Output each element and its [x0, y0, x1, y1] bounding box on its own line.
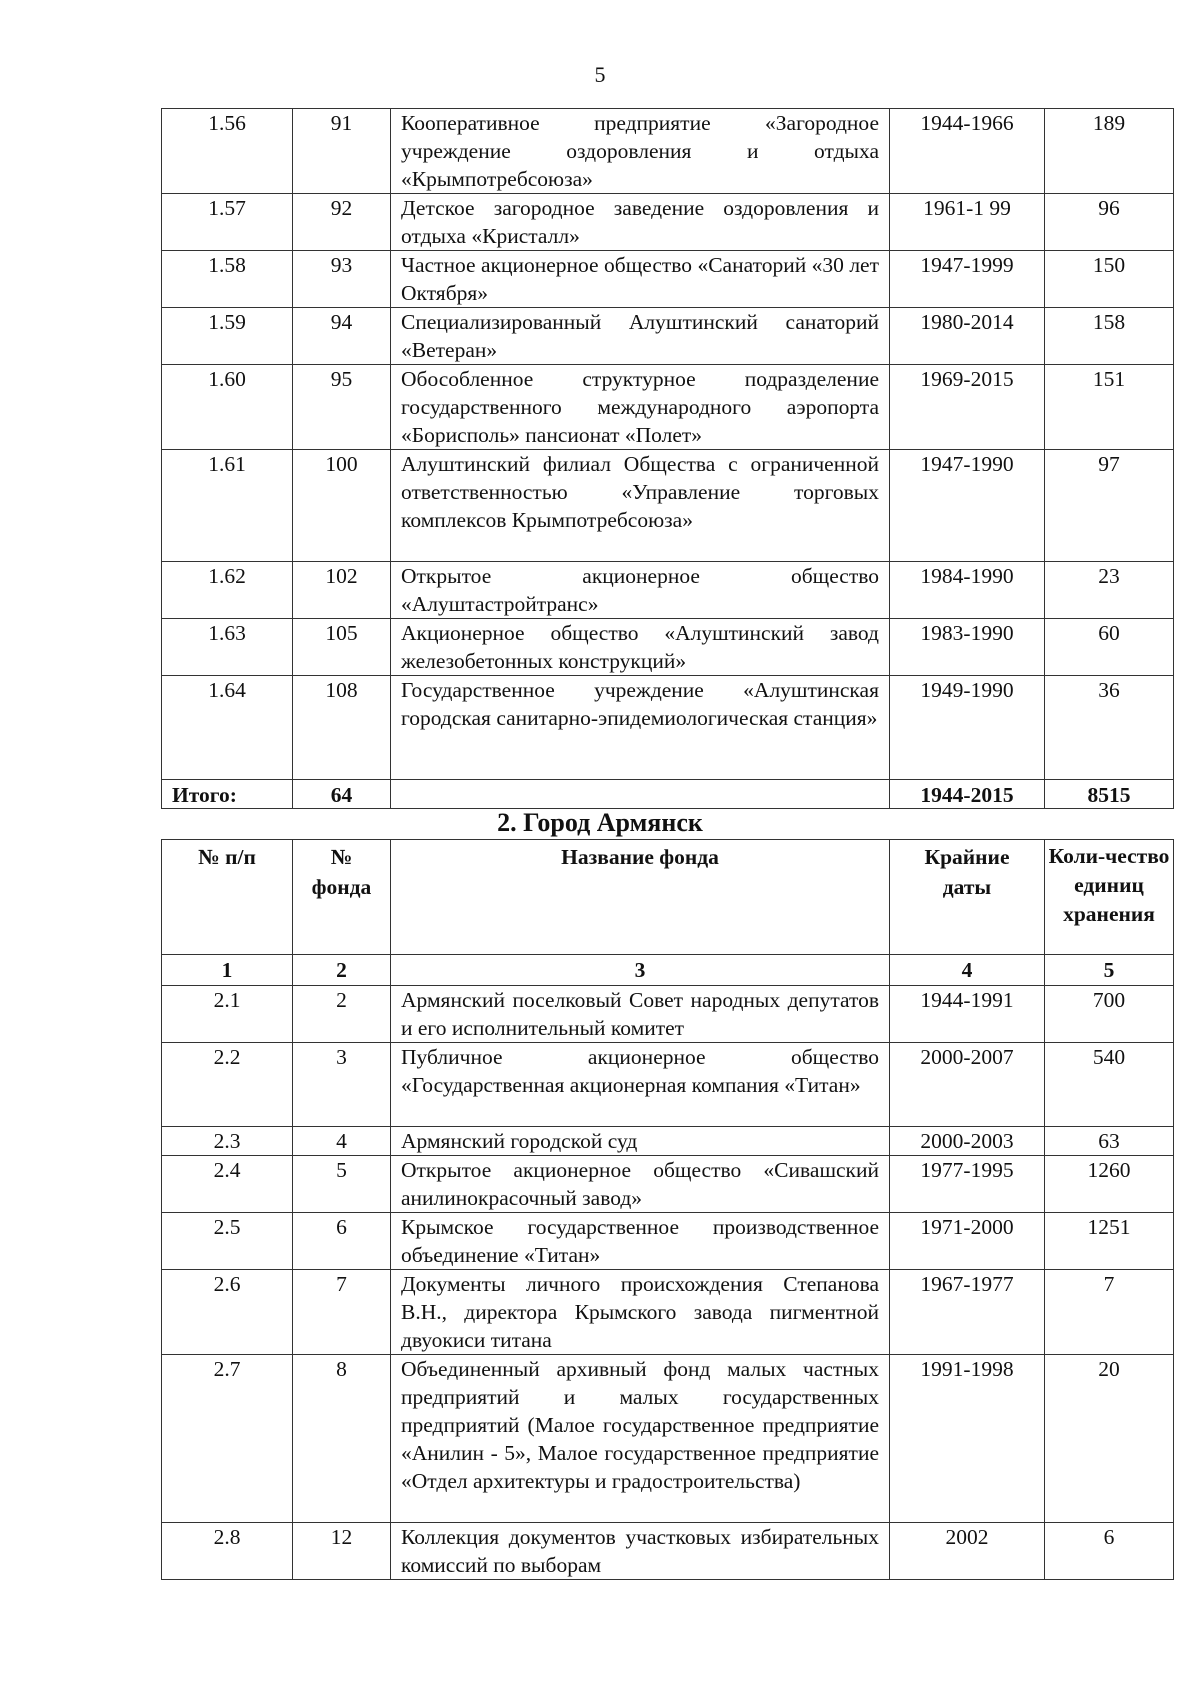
- fond-name: Открытое акционерное общество «Сивашский анилинокрасочный завод»: [391, 1156, 890, 1213]
- fond-name: Армянский поселковый Совет народных депутатов и его исполнительный комитет: [391, 986, 890, 1043]
- storage-units: 700: [1045, 986, 1174, 1043]
- date-range: 1944-1966: [890, 109, 1045, 194]
- row-number: 1.58: [162, 251, 293, 308]
- fond-number: 95: [293, 365, 391, 450]
- fond-name: Обособленное структурное подразделение государственного международного аэропорта «Борисполь» пансионат «Полет»: [391, 365, 890, 450]
- storage-units: 1251: [1045, 1213, 1174, 1270]
- fond-number: 102: [293, 562, 391, 619]
- storage-units: 96: [1045, 194, 1174, 251]
- fond-number: 100: [293, 450, 391, 562]
- fond-name: Публичное акционерное общество «Государственная акционерная компания «Титан»: [391, 1043, 890, 1127]
- row-number: 2.7: [162, 1355, 293, 1523]
- row-number: 2.1: [162, 986, 293, 1043]
- table-row: [162, 109, 1174, 194]
- date-range: 2000-2003: [890, 1127, 1045, 1156]
- column-index: 3: [391, 955, 890, 986]
- fond-name: Документы личного происхождения Степанова В.Н., директора Крымского завода пигментной двуокиси титана: [391, 1270, 890, 1355]
- total-fond-count: 64: [293, 780, 391, 809]
- storage-units: 63: [1045, 1127, 1174, 1156]
- fond-name: Открытое акционерное общество «Алуштастройтранс»: [391, 562, 890, 619]
- storage-units: 36: [1045, 676, 1174, 780]
- row-number: 2.4: [162, 1156, 293, 1213]
- table-row: [162, 986, 1174, 1043]
- date-range: 1983-1990: [890, 619, 1045, 676]
- storage-units: 189: [1045, 109, 1174, 194]
- date-range: 1944-1991: [890, 986, 1045, 1043]
- fond-number: 7: [293, 1270, 391, 1355]
- row-number: 2.3: [162, 1127, 293, 1156]
- table-row: [162, 251, 1174, 308]
- fond-number: 4: [293, 1127, 391, 1156]
- storage-units: 60: [1045, 619, 1174, 676]
- header-dates: Крайние даты: [890, 840, 1045, 955]
- date-range: 1949-1990: [890, 676, 1045, 780]
- row-number: 1.56: [162, 109, 293, 194]
- row-number: 1.61: [162, 450, 293, 562]
- storage-units: 1260: [1045, 1156, 1174, 1213]
- row-number: 1.60: [162, 365, 293, 450]
- fond-number: 91: [293, 109, 391, 194]
- fond-name: Специализированный Алуштинский санаторий «Ветеран»: [391, 308, 890, 365]
- date-range: 1967-1977: [890, 1270, 1045, 1355]
- table-row: [162, 562, 1174, 619]
- date-range: 1947-1999: [890, 251, 1045, 308]
- fond-name: Частное акционерное общество «Санаторий «30 лет Октября»: [391, 251, 890, 308]
- table-row: [162, 676, 1174, 780]
- section-title: 2. Город Армянск: [497, 808, 703, 837]
- fond-number: 93: [293, 251, 391, 308]
- fond-number: 94: [293, 308, 391, 365]
- date-range: 1991-1998: [890, 1355, 1045, 1523]
- header-row: [162, 840, 1174, 955]
- archive-table-armyansk: [161, 839, 1174, 1580]
- row-number: 1.57: [162, 194, 293, 251]
- row-number: 2.2: [162, 1043, 293, 1127]
- storage-units: 97: [1045, 450, 1174, 562]
- fond-number: 12: [293, 1523, 391, 1580]
- fond-name: Армянский городской суд: [391, 1127, 890, 1156]
- date-range: 2000-2007: [890, 1043, 1045, 1127]
- date-range: 1969-2015: [890, 365, 1045, 450]
- column-index: 4: [890, 955, 1045, 986]
- table-row: [162, 1213, 1174, 1270]
- date-range: 1947-1990: [890, 450, 1045, 562]
- fond-number: 3: [293, 1043, 391, 1127]
- storage-units: 6: [1045, 1523, 1174, 1580]
- storage-units: 540: [1045, 1043, 1174, 1127]
- table-row: [162, 1270, 1174, 1355]
- table-row: [162, 450, 1174, 562]
- table-row: [162, 1127, 1174, 1156]
- storage-units: 20: [1045, 1355, 1174, 1523]
- fond-name: Кооперативное предприятие «Загородное учреждение оздоровления и отдыха «Крымпотребсоюза»: [391, 109, 890, 194]
- column-index: 2: [293, 955, 391, 986]
- total-row: [162, 780, 1174, 809]
- storage-units: 158: [1045, 308, 1174, 365]
- header-num: № п/п: [162, 840, 293, 955]
- table-row: [162, 1156, 1174, 1213]
- fond-number: 5: [293, 1156, 391, 1213]
- table-row: [162, 1043, 1174, 1127]
- fond-name: Коллекция документов участковых избирательных комиссий по выборам: [391, 1523, 890, 1580]
- row-number: 2.8: [162, 1523, 293, 1580]
- fond-name: Детское загородное заведение оздоровления и отдыха «Кристалл»: [391, 194, 890, 251]
- fond-number: 105: [293, 619, 391, 676]
- total-empty-cell: [391, 780, 890, 809]
- page-number: 5: [594, 62, 606, 87]
- fond-number: 6: [293, 1213, 391, 1270]
- table-row: [162, 619, 1174, 676]
- column-index: 5: [1045, 955, 1174, 986]
- row-number: 1.59: [162, 308, 293, 365]
- date-range: 2002: [890, 1523, 1045, 1580]
- fond-name: Крымское государственное производственное объединение «Титан»: [391, 1213, 890, 1270]
- date-range: 1961-1 99: [890, 194, 1045, 251]
- table-row: [162, 1523, 1174, 1580]
- date-range: 1980-2014: [890, 308, 1045, 365]
- fond-number: 2: [293, 986, 391, 1043]
- table-row: [162, 1355, 1174, 1523]
- fond-number: 108: [293, 676, 391, 780]
- storage-units: 151: [1045, 365, 1174, 450]
- date-range: 1971-2000: [890, 1213, 1045, 1270]
- fond-name: Акционерное общество «Алуштинский завод железобетонных конструкций»: [391, 619, 890, 676]
- fond-name: Алуштинский филиал Общества с ограниченной ответственностью «Управление торговых комплексов Крымпотребсоюза»: [391, 450, 890, 562]
- column-index-row: [162, 955, 1174, 986]
- date-range: 1984-1990: [890, 562, 1045, 619]
- table-row: [162, 365, 1174, 450]
- row-number: 1.62: [162, 562, 293, 619]
- storage-units: 7: [1045, 1270, 1174, 1355]
- fond-number: 8: [293, 1355, 391, 1523]
- date-range: 1977-1995: [890, 1156, 1045, 1213]
- total-date-range: 1944-2015: [890, 780, 1045, 809]
- row-number: 2.5: [162, 1213, 293, 1270]
- column-index: 1: [162, 955, 293, 986]
- fond-number: 92: [293, 194, 391, 251]
- fond-name: Государственное учреждение «Алуштинская городская санитарно-эпидемиологическая станция»: [391, 676, 890, 780]
- table-row: [162, 308, 1174, 365]
- row-number: 1.63: [162, 619, 293, 676]
- header-count: Коли-чество единиц хранения: [1045, 840, 1174, 955]
- total-storage-units: 8515: [1045, 780, 1174, 809]
- storage-units: 23: [1045, 562, 1174, 619]
- fond-name: Объединенный архивный фонд малых частных предприятий и малых государственных предприятий (Малое государственное предприятие «Анилин - 5», Малое государственное предприятие «Отдел архитектуры и градостроительства): [391, 1355, 890, 1523]
- table-row: [162, 194, 1174, 251]
- storage-units: 150: [1045, 251, 1174, 308]
- row-number: 2.6: [162, 1270, 293, 1355]
- archive-table-alushta: [161, 108, 1174, 809]
- row-number: 1.64: [162, 676, 293, 780]
- header-name: Название фонда: [391, 840, 890, 955]
- header-fond: № фонда: [293, 840, 391, 955]
- total-label: Итого:: [162, 780, 293, 809]
